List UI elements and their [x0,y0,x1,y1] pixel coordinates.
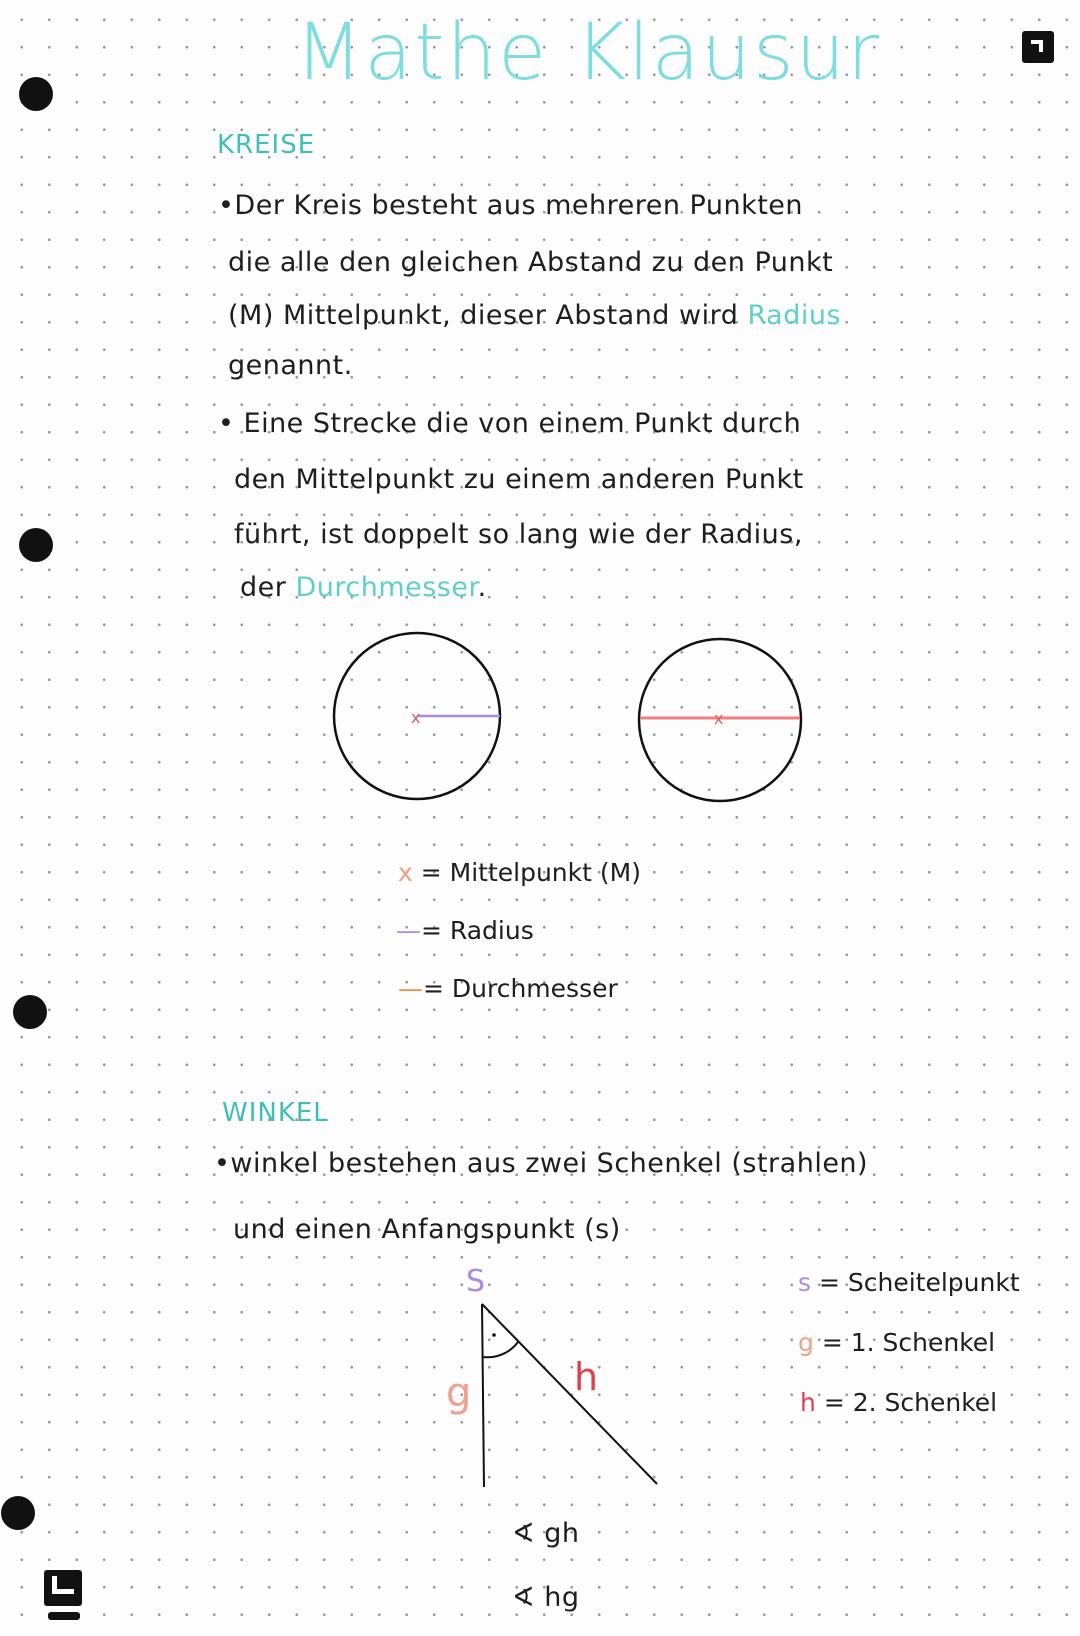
period: . [477,572,487,603]
label-g: g [446,1370,472,1416]
text-line: die alle den gleichen Abstand zu den Punkt [228,247,834,278]
text-line: und einen Anfangspunkt (s) [233,1214,621,1245]
circle-diameter-diagram [639,639,801,801]
text-line: •winkel bestehen aus zwei Schenkel (strahlen) [214,1148,869,1179]
highlight-radius: Radius [747,300,842,331]
section-heading-kreise: KREISE [217,130,316,160]
text: der [240,572,287,603]
radius-symbol: — [396,916,421,945]
angle-gh: ∢ gh [512,1518,580,1549]
legend-schenkel-2 [800,1388,997,1417]
text-line: •Der Kreis besteht aus mehreren Punkten [218,190,804,221]
text-line: • Eine Strecke die von einem Punkt durch [218,408,802,439]
legend-text: = Radius [421,916,534,945]
legend-text: = 1. Schenkel [821,1328,996,1357]
text-line: führt, ist doppelt so lang wie der Radius, [234,519,803,550]
legend-text: = 2. Schenkel [823,1388,998,1417]
legend-text: = Durchmesser [423,974,618,1003]
angle-diagram [482,1304,657,1487]
s-symbol: s [798,1268,812,1297]
section-heading-winkel: WINKEL [222,1098,329,1128]
text-line: den Mittelpunkt zu einem anderen Punkt [234,464,804,495]
highlight-durchmesser: Durchmesser [295,572,478,603]
circle-radius-diagram [334,633,500,799]
legend-schenkel-1 [798,1328,995,1357]
h-symbol: h [800,1388,816,1417]
svg-text:x: x [714,709,724,728]
text: (M) Mittelpunkt, dieser Abstand wird [228,300,739,331]
legend-mittelpunkt [398,858,641,887]
legend-radius [396,916,534,945]
legend-durchmesser [398,974,618,1003]
legend-text: = Mittelpunkt (M) [420,858,641,887]
g-symbol: g [798,1328,814,1357]
page-title: Mathe Klausur [295,8,882,98]
legend-scheitelpunkt [798,1268,1020,1297]
x-symbol: x [398,858,413,887]
angle-hg: ∢ hg [512,1582,580,1613]
legend-text: = Scheitelpunkt [818,1268,1020,1297]
label-s: S [466,1264,486,1299]
label-h: h [574,1355,599,1399]
text-line: genannt. [228,350,353,381]
diameter-symbol: — [398,974,423,1003]
svg-text:x: x [411,708,421,727]
